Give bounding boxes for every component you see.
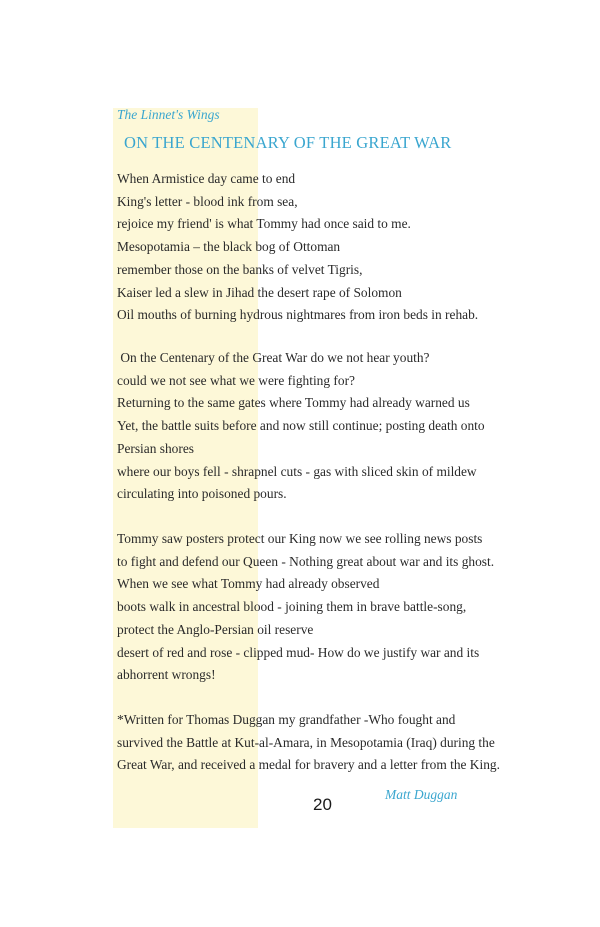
note-line: Great War, and received a medal for bravery and a letter from the King. [117,757,500,773]
stanza-2 [117,347,537,506]
poem-line: Kaiser led a slew in Jihad the desert rape of Solomon [117,284,402,300]
poem-line: circulating into poisoned pours. [117,486,287,502]
poem-line: rejoice my friend' is what Tommy had once said to me. [117,216,411,232]
poem-line: remember those on the banks of velvet Tigris, [117,261,363,277]
dedication-note [117,709,537,777]
poem-title: ON THE CENTENARY OF THE GREAT WAR [124,133,452,152]
poem-line: abhorrent wrongs! [117,667,216,683]
poem-line: desert of red and rose - clipped mud- How do we justify war and its [117,644,480,660]
journal-name: The Linnet's Wings [117,107,220,122]
poem-line: Persian shores [117,440,194,456]
poem-line: Tommy saw posters protect our King now we see rolling news posts [117,531,483,546]
poem-line: boots walk in ancestral blood - joining them in brave battle-song, [117,599,467,615]
page-number: 20 [313,795,332,814]
stanza-3 [117,528,537,687]
author-name: Matt Duggan [385,787,458,802]
poem-line: Returning to the same gates where Tommy had already warned us [117,395,470,411]
note-line: *Written for Thomas Duggan my grandfather -Who fought and [117,712,456,727]
poem-line: protect the Anglo-Persian oil reserve [117,621,314,637]
poem-line: King's letter - blood ink from sea, [117,193,298,209]
note-line: survived the Battle at Kut-al-Amara, in Mesopotamia (Iraq) during the [117,734,495,750]
poem-line: Oil mouths of burning hydrous nightmares from iron beds in rehab. [117,307,479,323]
poem-line: to fight and defend our Queen - Nothing great about war and its ghost. [117,553,495,569]
poem-line: Mesopotamia – the black bog of Ottoman [117,239,341,255]
poem-line: Yet, the battle suits before and now still continue; posting death onto [117,418,485,434]
poem-line: When we see what Tommy had already observed [117,576,380,592]
poem-line: When Armistice day came to end [117,171,296,186]
stanza-1 [117,168,537,327]
poem-line: could we not see what we were fighting for? [117,372,355,388]
poem-line: where our boys fell - shrapnel cuts - gas with sliced skin of mildew [117,463,477,479]
poem-line: On the Centenary of the Great War do we not hear youth? [117,350,430,365]
